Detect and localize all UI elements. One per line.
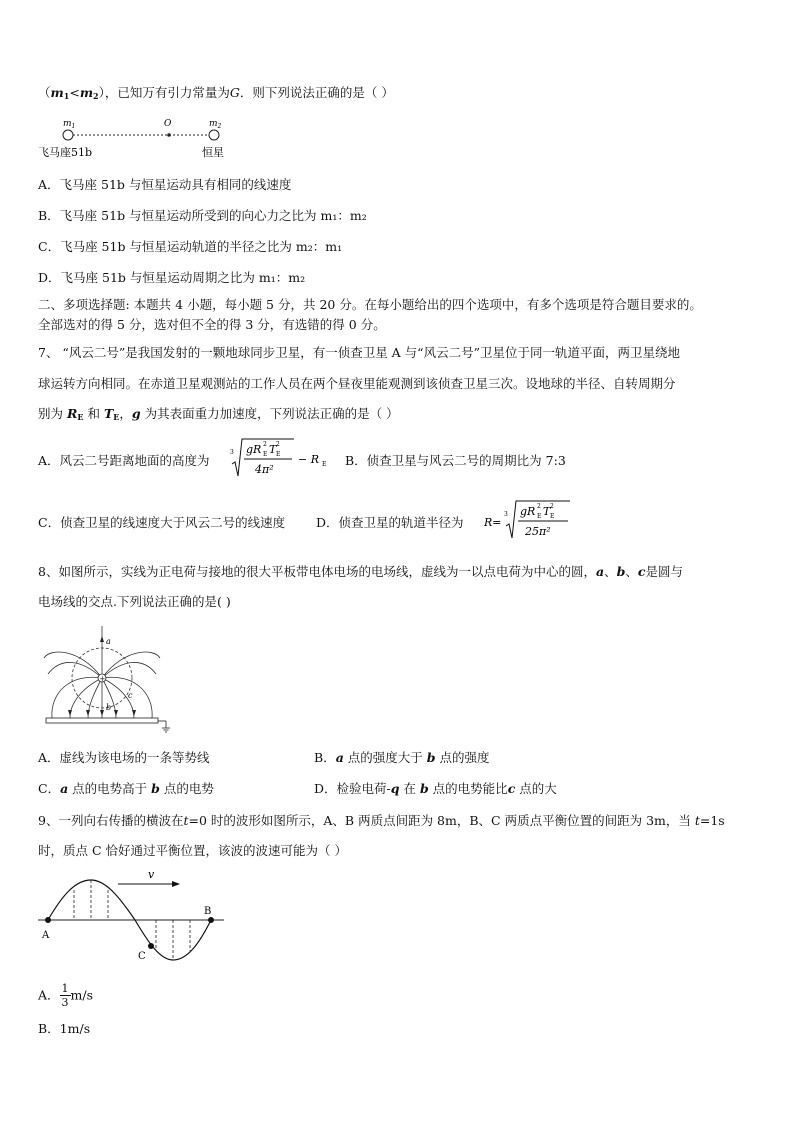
q6-intro: $(m_1<m_2)$，已知万有引力常量为G．则下列说法正确的是（ ） (38, 85, 394, 101)
svg-text:− R: − R (298, 453, 319, 466)
svg-text:v: v (148, 868, 155, 881)
q9-option-a-fraction: $\frac{1}{3}$ (61, 982, 69, 1009)
q8-line2: 电场线的交点.下列说法正确的是( ) (38, 594, 231, 609)
q9-point-b (208, 917, 214, 923)
svg-text:+: + (99, 675, 106, 683)
q6-fig-center-point (167, 133, 171, 137)
q6-fig-left-name: 飞马座51b (38, 146, 93, 159)
q6-option-b: B．飞马座 51b 与恒星运动所受到的向心力之比为 m₁：m₂ (38, 208, 367, 223)
svg-text:T: T (269, 443, 277, 456)
q7-option-a-formula (228, 436, 340, 482)
svg-text:c: c (128, 691, 133, 700)
svg-text:b: b (106, 703, 112, 712)
svg-text:2: 2 (550, 503, 554, 510)
q9-wave-figure (38, 866, 228, 970)
q6-fig-planet (63, 130, 73, 140)
section2-line2: 全部选对的得 5 分，选对但不全的得 3 分，有选错的得 0 分。 (38, 317, 386, 332)
svg-text:a: a (106, 637, 111, 646)
q6-option-d: D．飞马座 51b 与恒星运动周期之比为 m₁：m₂ (38, 270, 306, 285)
svg-text:E: E (550, 513, 555, 520)
svg-text:3: 3 (230, 449, 234, 456)
q7-line1: 7、 “风云二号”是我国发射的一颗地球同步卫星，有一侦查卫星 A 与“风云二号”卫星位于同一轨道平面，两卫星绕地 (38, 345, 680, 360)
q7-option-a-text: A．风云二号距离地面的高度为 (38, 453, 210, 468)
svg-text:B: B (204, 906, 212, 917)
q6-fig-m1-label: $m_1$ (63, 119, 76, 130)
q7-option-c: C．侦查卫星的线速度大于风云二号的线速度 (38, 515, 286, 530)
q9-option-a: A． $\frac{1}{3}$ m/s (38, 982, 94, 1009)
q7-option-d-formula (484, 498, 576, 544)
svg-text:E: E (322, 461, 327, 468)
q8-option-a: A．虚线为该电场的一条等势线 (38, 750, 210, 765)
q8-option-d: D．检验电荷-q 在 b 点的电势能比c 点的大 (314, 781, 557, 796)
q8-option-b: B．a 点的强度大于 b 点的强度 (314, 750, 490, 765)
section2-line1: 二、多项选择题: 本题共 4 小题，每小题 5 分，共 20 分。在每小题给出的四个选项中，有多个选项是符合题目要求的。 (38, 297, 702, 312)
q6-binary-star-figure (36, 114, 236, 162)
svg-text:2: 2 (537, 503, 541, 510)
q8-option-c: C．a 点的电势高于 b 点的电势 (38, 781, 214, 796)
svg-text:E: E (276, 451, 281, 458)
q6-fig-m2-label: $m_2$ (209, 119, 222, 130)
q6-fig-right-name: 恒星 (202, 146, 224, 159)
svg-text:gR: gR (520, 505, 536, 518)
q9-line1: 9、一列向右传播的横波在t=0 时的波形如图所示，A、B 两质点间距为 8m，B、C 两质点平衡位置的间距为 3m，当 t=1s (38, 813, 725, 828)
q7-option-d-text: D．侦查卫星的轨道半径为 (316, 515, 464, 530)
svg-text:R=: R= (484, 516, 502, 529)
svg-text:2: 2 (263, 441, 267, 448)
svg-text:gR: gR (246, 443, 262, 456)
q8-line1: 8、如图所示，实线为正电荷与接地的很大平板带电体电场的电场线，虚线为一以点电荷为中心的圆，a、b、c是圆与 (38, 564, 683, 579)
q9-option-b: B．1m/s (38, 1021, 91, 1036)
q6-option-a: A．飞马座 51b 与恒星运动具有相同的线速度 (38, 177, 292, 192)
q6-fig-o-label: O (164, 119, 172, 129)
q7-line3: 别为 $R_E$ 和 $T_E$，g 为其表面重力加速度，下列说法正确的是（ ） (38, 406, 399, 422)
q8-electric-field-figure (40, 618, 180, 738)
q6-option-c: C．飞马座 51b 与恒星运动轨道的半径之比为 m₂：m₁ (38, 239, 343, 254)
q9-point-a (45, 917, 51, 923)
q9-line2: 时，质点 C 恰好通过平衡位置，该波的波速可能为（ ） (38, 843, 347, 858)
q7-line2: 球运转方向相同。在赤道卫星观测站的工作人员在两个昼夜里能观测到该侦查卫星三次。设地球的半径、自转周期分 (38, 376, 676, 391)
svg-text:2: 2 (276, 441, 280, 448)
q7-option-b: B．侦查卫星与风云二号的周期比为 7:3 (345, 453, 566, 468)
svg-text:25π²: 25π² (525, 525, 551, 538)
svg-text:E: E (537, 513, 542, 520)
svg-text:C: C (138, 951, 146, 962)
q9-point-c (148, 943, 154, 949)
svg-text:A: A (42, 930, 50, 941)
svg-text:4π²: 4π² (255, 463, 274, 476)
svg-text:3: 3 (504, 511, 508, 518)
svg-text:T: T (543, 505, 551, 518)
svg-text:E: E (263, 451, 268, 458)
q6-fig-star (209, 130, 219, 140)
